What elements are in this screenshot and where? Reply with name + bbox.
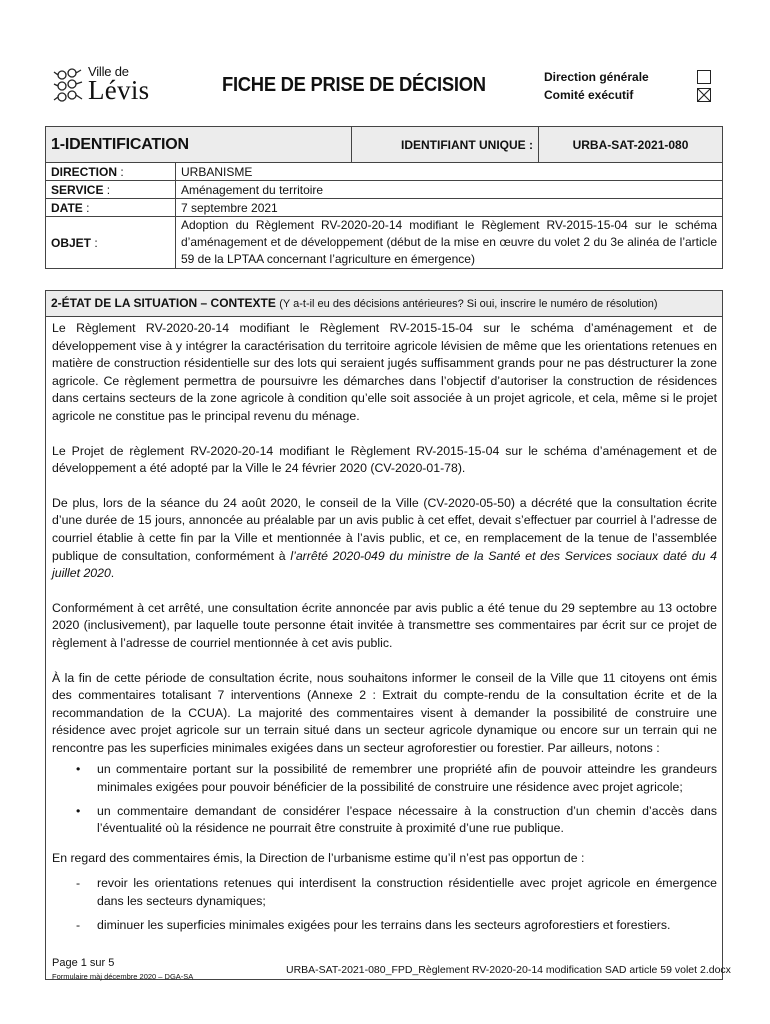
dash-list (52, 875, 717, 934)
table-row (46, 199, 723, 217)
date-label-cell (46, 199, 176, 217)
label-colon: : (82, 200, 90, 215)
list-item (52, 761, 717, 796)
paragraph-6: En regard des commentaires émis, la Direction de l’urbanisme estime qu’il n’est pas opportun de : (52, 850, 585, 865)
fleur-de-lis-logo-icon (52, 66, 86, 106)
paragraph-3-text: De plus, lors de la séance du 24 août 2020, le conseil de la Ville (CV-2020-05-50) a décrété que la consultation écrite d’une durée de 15 jours, annoncée au préalable par un avis public à cet effet, devait s’effectuer par courriel à l’adresse de courriel établie à cette fin par la Ville et mentionnée à l’avis public, et ce, en remplacement de la tenue de l’assemblée publique de consultation, conformément à (52, 495, 717, 563)
list-item (52, 917, 717, 935)
paragraph-4: Conformément à cet arrêté, une consultation écrite annoncée par avis public a été tenue du 29 septembre au 13 octobre 2020 (inclusivement), par laquelle toute personne était invitée à transmettre ses commentaires par écrit sur ce projet de règlement à l’adresse de courriel mentionnée à cet avis public. (52, 600, 717, 650)
checkmark-x-icon (698, 89, 710, 101)
list-item-text: diminuer les superficies minimales exigées pour les terrains dans les secteurs agroforestiers et forestiers. (97, 917, 671, 932)
section-2-title: 2-ÉTAT DE LA SITUATION – CONTEXTE (51, 296, 276, 310)
objet-label: OBJET (51, 235, 92, 250)
unique-id-label: IDENTIFIANT UNIQUE : (352, 127, 539, 163)
objet-value: Adoption du Règlement RV-2020-20-14 modifiant le Règlement RV-2015-15-04 sur le schéma d’aménagement et de développement (début de la mise en œuvre du volet 2 du 3e alinéa de l’article 59 de la LPTAA concernant l’agriculture en émergence) (176, 217, 723, 269)
paragraph-5: À la fin de cette période de consultation écrite, nous souhaitons informer le conseil de la Ville que 11 citoyens ont émis des commentaires totalisant 7 interventions (Annexe 2 : Extrait du compte-rendu de la consultation écrite et de la recommandation de la CCUA). La majorité des commentaires visent à demander la possibilité de construire une résidence avec projet agricole sur un terrain situé dans un secteur agricole dynamique ou encore sur un terrain qui ne rencontre pas les superficies minimales exigées dans un secteur agroforestier ou forestier. Par ailleurs, notons : (52, 670, 717, 755)
paragraph-3-end: . (110, 566, 115, 581)
city-logo (52, 66, 162, 108)
label-colon: : (91, 235, 98, 250)
label-colon: : (117, 164, 124, 179)
option-comite-executif-label: Comité exécutif (544, 88, 634, 102)
service-value: Aménagement du territoire (176, 181, 723, 199)
list-item-text: un commentaire demandant de considérer l’espace nécessaire à la construction d’un chemin d’accès dans l’éventualité où la résidence ne pourrait être construite à proximité d’une rue publique. (97, 803, 717, 836)
paragraph-3 (52, 495, 717, 583)
section-2-header (46, 291, 722, 317)
direction-generale-checkbox[interactable] (697, 70, 711, 84)
service-label-cell (46, 181, 176, 199)
section-2-body (46, 317, 722, 934)
table-row (46, 163, 723, 181)
document-filename: URBA-SAT-2021-080_FPD_Règlement RV-2020-20-14 modification SAD article 59 volet 2.docx (286, 964, 731, 976)
direction-value: URBANISME (176, 163, 723, 181)
bullet-list (52, 761, 717, 837)
unique-id-value: URBA-SAT-2021-080 (539, 127, 723, 163)
objet-label-cell (46, 217, 176, 269)
list-item-text: revoir les orientations retenues qui interdisent la construction résidentielle avec projet agricole en émergence dans les secteurs dynamiques; (97, 876, 717, 909)
paragraph-2: Le Projet de règlement RV-2020-20-14 modifiant le Règlement RV-2015-15-04 sur le schéma d’aménagement et de développement a été adopté par la Ville le 24 février 2020 (CV-2020-01-78). (52, 443, 717, 476)
dash-icon: - (76, 876, 81, 891)
option-direction-generale-label: Direction générale (544, 70, 649, 84)
section-1-title: 1-IDENTIFICATION (46, 127, 352, 163)
comite-executif-checkbox[interactable] (697, 88, 711, 102)
page-title: FICHE DE PRISE DE DÉCISION (222, 74, 486, 96)
date-label: DATE (51, 200, 83, 215)
service-label: SERVICE (51, 182, 104, 197)
date-value: 7 septembre 2021 (176, 199, 723, 217)
identification-table (45, 126, 723, 269)
form-version: Formulaire màj décembre 2020 – DGA-SA (52, 972, 194, 981)
bullet-icon: • (76, 803, 81, 818)
table-row (46, 181, 723, 199)
table-row (46, 217, 723, 269)
list-item (52, 803, 717, 838)
direction-label-cell (46, 163, 176, 181)
logo-levis-text: Lévis (88, 75, 150, 105)
bullet-icon: • (76, 762, 81, 777)
direction-label: DIRECTION (51, 164, 117, 179)
page-number: Page 1 sur 5 (52, 957, 115, 969)
logo-ville-text: Ville de (88, 64, 129, 79)
label-colon: : (103, 182, 111, 197)
situation-section (45, 290, 723, 980)
list-item-text: un commentaire portant sur la possibilité de remembrer une propriété afin de pouvoir atteindre les grandeurs minimales exigées pour pouvoir bénéficier de la possibilité de construire une résidence avec projet agricole; (97, 762, 717, 795)
paragraph-1: Le Règlement RV-2020-20-14 modifiant le Règlement RV-2015-15-04 sur le schéma d’aménagement et de développement vise à y intégrer la caractérisation du territoire agricole lévisien de même que les orientations retenues en matière de construction résidentielle sur des lots qui seraient jugés suffisamment grands pour ne pas déstructurer la zone agricole. Ce règlement permettra de poursuivre les démarches dans l’objectif d’autoriser la construction de résidences dans certains secteurs de la zone agricole à condition qu’elle soit associée à un projet agricole, et cela, même si le projet agricole ne constitue pas le principal revenu du ménage. (52, 321, 717, 423)
section-2-subtitle: (Y a-t-il eu des décisions antérieures? Si oui, inscrire le numéro de résolution) (279, 298, 658, 310)
list-item (52, 875, 717, 910)
dash-icon: - (76, 917, 81, 932)
identification-header-row (46, 127, 723, 163)
paragraph-3-italic: l’arrêté 2020-049 du ministre de la Santé et des Services sociaux daté du 4 juillet 2020 (52, 548, 717, 581)
